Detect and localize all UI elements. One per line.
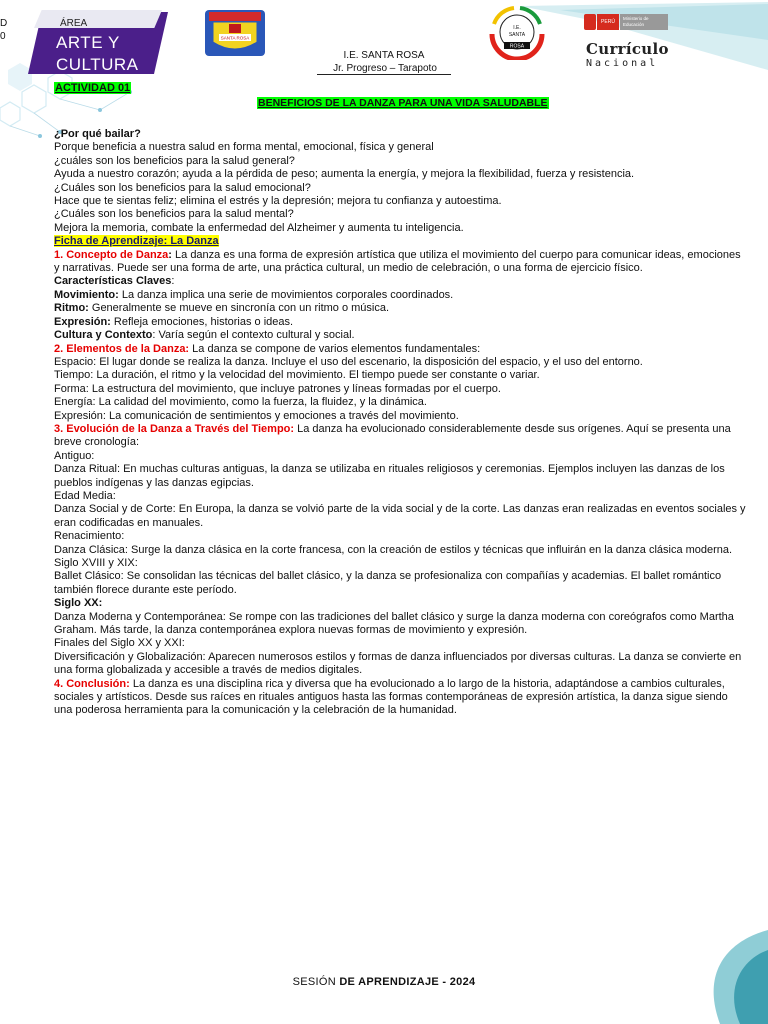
school-name: I.E. SANTA ROSA	[343, 50, 425, 61]
characteristic-item: Expresión: Refleja emociones, historias o ideas.	[54, 315, 294, 328]
section-1-concept: 1. Concepto de Danza: La danza es una forma de expresión artística que utiliza el movimiento del cuerpo para comunicar ideas, emociones y narrativas. Puede ser una forma de arte, una práctica cultural, un medio de celebración, o una forma de ejercicio físico.	[54, 248, 741, 275]
svg-text:SANTA: SANTA	[508, 32, 526, 38]
ministry-label: Ministerio de Educación	[620, 14, 668, 30]
intro-line: Hace que te sientas feliz; elimina el estrés y la depresión; mejora tu confianza y autoestima.	[54, 195, 502, 208]
section-4-conclusion: 4. Conclusión: La danza es una disciplina rica y diversa que ha evolucionado a lo largo de la historia, adaptándose a cambios culturales, sociales y artísticos. Desde sus raíces en rituales antiguos hasta las formas contemporáneas de expresión artística, la danza sigue siendo una poderosa herramienta para la comunicación y la celebración de la humanidad.	[54, 677, 728, 717]
intro-line: Mejora la memoria, combate la enfermedad del Alzheimer y aumenta tu inteligencia.	[54, 221, 464, 234]
area-label: ÁREA	[60, 18, 88, 29]
section-2-elements: 2. Elementos de la Danza: La danza se compone de varios elementos fundamentales:	[54, 342, 481, 355]
element-line: Espacio: El lugar donde se realiza la danza. Incluye el uso del escenario, la disposición del espacio, y el uso del entorno.	[54, 355, 643, 368]
element-line: Energía: La calidad del movimiento, como la fuerza, la fluidez, y la dinámica.	[54, 396, 427, 409]
footer-bold: DE APRENDIZAJE - 2024	[339, 976, 476, 988]
activity-label: ACTIVIDAD 01	[55, 82, 131, 94]
peru-label: PERÚ	[597, 14, 619, 30]
characteristic-item: Cultura y Contexto: Varía según el contexto cultural y social.	[54, 329, 355, 342]
school-address: Jr. Progreso – Tarapoto	[0, 63, 768, 74]
nacional-title: Nacional	[586, 58, 659, 69]
intro-line: Ayuda a nuestro corazón; ayuda a la pérdida de peso; aumenta la energía, y mejora la flexibilidad, fuerza y resistencia.	[54, 168, 635, 181]
period-desc: Danza Ritual: En muchas culturas antiguas, la danza se utilizaba en rituales religiosos y ceremonias. Ejemplos incluyen las danzas de los pueblos indígenas y las danzas egipcias.	[54, 463, 725, 489]
period-desc: Danza Clásica: Surge la danza clásica en la corte francesa, con la creación de estilos y técnicas que influirán en la danza clásica moderna.	[54, 543, 733, 556]
intro-heading: ¿Por qué bailar?	[54, 128, 141, 140]
intro-line: ¿Cuáles son los beneficios para la salud emocional?	[54, 181, 311, 194]
area-label-tab	[34, 10, 162, 28]
svg-text:I.E.: I.E.	[513, 25, 521, 31]
period-name: Siglo XX:	[54, 597, 103, 610]
svg-text:ROSA: ROSA	[509, 43, 525, 50]
svg-text:SANTA ROSA: SANTA ROSA	[220, 35, 250, 41]
intro-line: ¿cuáles son los beneficios para la salud general?	[54, 154, 295, 167]
period-desc: Ballet Clásico: Se consolidan las técnicas del ballet clásico, y la danza se profesionaliza con compañías y academias. El ballet romántico también florece durante este período.	[54, 570, 722, 596]
period-desc: Danza Social y de Corte: En Europa, la danza se volvió parte de la vida social y de la corte. Las danzas eran realizadas en eventos sociales y eran codificadas en manuales.	[54, 503, 746, 529]
section-1-heading: 1. Concepto de Danza	[54, 248, 169, 261]
footer	[0, 976, 768, 988]
section-3-heading: 3. Evolución de la Danza a Través del Tiempo:	[54, 422, 295, 435]
footer-prefix: SESIÓN	[292, 976, 340, 988]
document-title: BENEFICIOS DE LA DANZA PARA UNA VIDA SALUDABLE	[258, 97, 548, 109]
document-body	[54, 128, 746, 718]
element-line: Expresión: La comunicación de sentimientos y emociones a través del movimiento.	[54, 409, 459, 422]
corner-text: D 0	[0, 18, 8, 42]
ficha-title: Ficha de Aprendizaje: La Danza	[54, 235, 219, 248]
characteristics-heading: Características Claves	[54, 275, 172, 288]
section-2-heading: 2. Elementos de la Danza:	[54, 342, 190, 355]
element-line: Tiempo: La duración, el ritmo y la velocidad del movimiento. El tiempo puede ser constante o variar.	[54, 369, 540, 382]
section-4-heading: 4. Conclusión:	[54, 677, 130, 690]
intro-line: ¿Cuáles son los beneficios para la salud mental?	[54, 208, 294, 221]
section-3-evolution: 3. Evolución de la Danza a Través del Tiempo: La danza ha evolucionado considerablemente desde sus orígenes. Aquí se presenta una breve cronología:	[54, 422, 731, 449]
period-name: Edad Media:	[54, 489, 116, 502]
element-line: Forma: La estructura del movimiento, que incluye patrones y líneas formadas por el cuerpo.	[54, 382, 501, 395]
ficha-title-line	[54, 235, 746, 248]
period-name: Antiguo:	[54, 449, 95, 462]
characteristics-heading-line: Características Claves:	[54, 275, 175, 288]
area-name: ARTE Y CULTURA	[56, 33, 139, 72]
characteristic-item: Movimiento: La danza implica una serie de movimientos corporales coordinados.	[54, 288, 454, 301]
period-name: Renacimiento:	[54, 530, 125, 543]
intro-line: Porque beneficia a nuestra salud en forma mental, emocional, física y general	[54, 141, 434, 154]
curriculo-title: Currículo	[586, 40, 669, 58]
peru-shield-icon	[584, 14, 596, 30]
characteristic-item: Ritmo: Generalmente se mueve en sincronía con un ritmo o música.	[54, 302, 390, 315]
period-desc: Diversificación y Globalización: Aparecen numerosos estilos y formas de danza influenciados por diversas culturas. La danza se convierte en una forma globalizada y accesible a través de medios digitales.	[54, 650, 742, 677]
period-desc: Danza Moderna y Contemporánea: Se rompe con las tradiciones del ballet clásico y surge la danza moderna con coreógrafos como Martha Graham. Más tarde, la danza contemporánea explora nuevas formas de movimiento y expresión.	[54, 610, 734, 637]
period-name: Finales del Siglo XX y XXI:	[54, 637, 185, 650]
period-name: Siglo XVIII y XIX:	[54, 557, 138, 569]
